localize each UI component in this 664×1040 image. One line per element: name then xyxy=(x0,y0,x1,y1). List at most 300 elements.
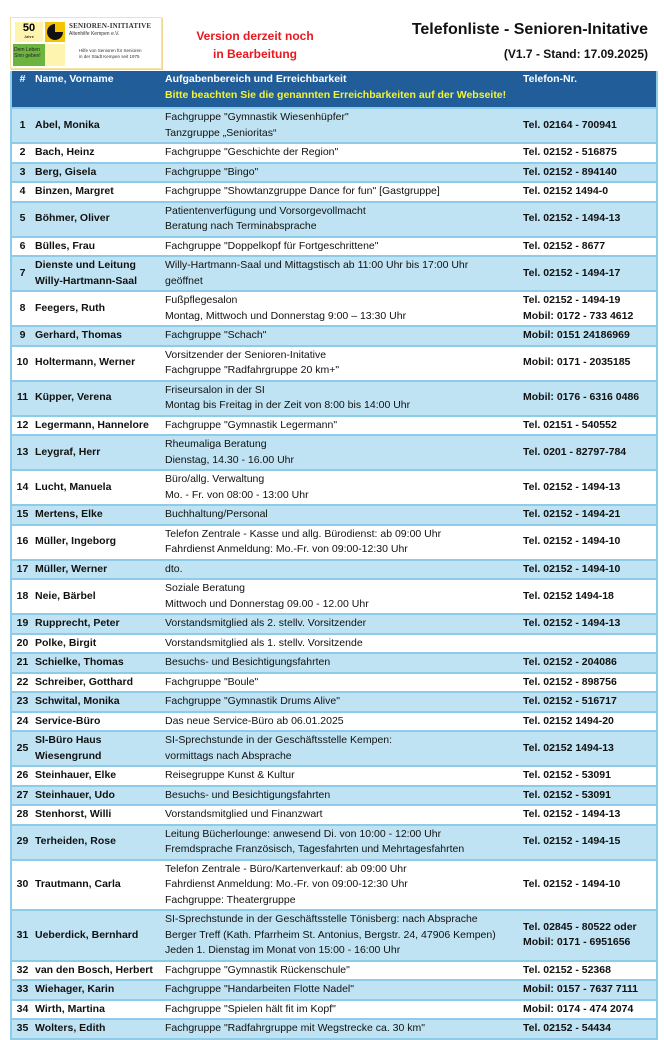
table-row xyxy=(11,766,657,786)
row-number: 31 xyxy=(11,910,33,961)
phone-number-line: Tel. 02845 - 80522 oder xyxy=(523,920,637,933)
contact-name-line: Neie, Bärbel xyxy=(35,589,96,602)
task-description xyxy=(163,505,521,525)
task-description-line: Fachgruppe "Gymnastik Wiesenhüpfer" xyxy=(165,111,349,123)
contact-name-line: Holtermann, Werner xyxy=(35,356,136,369)
task-description-line: Jeden 1. Dienstag im Monat von 15:00 - 16:00 Uhr xyxy=(165,944,401,956)
table-row xyxy=(11,237,657,257)
contact-name xyxy=(33,712,163,732)
task-description xyxy=(163,825,521,860)
contact-name-line: Schwital, Monika xyxy=(35,695,120,707)
row-number: 12 xyxy=(11,416,33,436)
task-description-line: Fremdsprache Französisch, Tagesfahrten und Mehrtagesfahrten xyxy=(165,843,465,855)
row-number: 7 xyxy=(11,256,33,291)
phone-number xyxy=(521,1019,657,1039)
contact-name xyxy=(33,560,163,580)
contact-name-line: SI-Büro Haus xyxy=(35,734,102,746)
contact-name-line: Feegers, Ruth xyxy=(35,301,106,314)
contact-name xyxy=(33,805,163,825)
phone-number xyxy=(521,505,657,525)
contact-name-line: Terheiden, Rose xyxy=(35,835,116,848)
task-description-line: Dienstag, 14.30 - 16.00 Uhr xyxy=(165,453,294,466)
table-row xyxy=(11,256,657,291)
table-row xyxy=(11,163,657,183)
phone-number xyxy=(521,910,657,961)
logo-name: SENIOREN-INITIATIVE xyxy=(69,22,152,30)
contact-name-line: Müller, Ingeborg xyxy=(35,535,117,548)
table-row xyxy=(11,291,657,326)
task-description xyxy=(163,470,521,505)
task-description-line: Mittwoch und Donnerstag 09.00 - 12.00 Uhr xyxy=(165,597,369,610)
task-description xyxy=(163,560,521,580)
table-row xyxy=(11,614,657,634)
phone-number-line: Tel. 02152 - 1494-19 xyxy=(523,294,621,306)
contact-name-line: Abel, Monika xyxy=(35,118,100,131)
header-phone: Telefon-Nr. xyxy=(521,71,657,89)
task-description-line: Fachgruppe "Handarbeiten Flotte Nadel" xyxy=(165,983,354,995)
task-description xyxy=(163,346,521,381)
task-description-line: dto. xyxy=(165,562,183,575)
row-number: 28 xyxy=(11,805,33,825)
row-number: 22 xyxy=(11,673,33,693)
row-number: 20 xyxy=(11,634,33,654)
task-description xyxy=(163,182,521,202)
contact-name xyxy=(33,256,163,291)
contact-name xyxy=(33,634,163,654)
row-number: 6 xyxy=(11,237,33,257)
phone-number xyxy=(521,634,657,654)
contact-name-line: Binzen, Margret xyxy=(35,185,114,197)
contact-name xyxy=(33,731,163,766)
contact-name-line: Wiesengrund xyxy=(35,749,102,762)
task-description xyxy=(163,712,521,732)
row-number: 21 xyxy=(11,653,33,673)
task-description-line: geöffnet xyxy=(165,274,203,287)
phone-number xyxy=(521,163,657,183)
task-description-line: Fachgruppe "Doppelkopf für Fortgeschrittene" xyxy=(165,239,379,252)
row-number: 27 xyxy=(11,786,33,806)
phone-number xyxy=(521,435,657,470)
task-description xyxy=(163,381,521,416)
task-description-line: Fachgruppe "Radfahrgruppe mit Wegstrecke ca. 30 km" xyxy=(165,1022,425,1034)
task-description-line: Willy-Hartmann-Saal und Mittagstisch ab 11:00 Uhr bis 17:00 Uhr xyxy=(165,259,469,271)
phone-number-line: Tel. 02152 - 52368 xyxy=(523,963,611,976)
contact-name xyxy=(33,416,163,436)
phone-number-line: Tel. 02152 - 516717 xyxy=(523,695,617,707)
task-description xyxy=(163,910,521,961)
phone-number xyxy=(521,825,657,860)
logo-50-years: 50 Jahre xyxy=(15,22,43,42)
row-number: 24 xyxy=(11,712,33,732)
contact-name-line: Service-Büro xyxy=(35,714,101,727)
phone-number-line: Mobil: 0174 - 474 2074 xyxy=(523,1002,634,1015)
task-description-line: Fachgruppe: Theatergruppe xyxy=(165,893,296,906)
phone-number xyxy=(521,108,657,143)
phone-number-line: Mobil: 0151 24186969 xyxy=(523,329,630,341)
row-number: 15 xyxy=(11,505,33,525)
header-task: Aufgabenbereich und Erreichbarkeit xyxy=(163,71,521,89)
contact-name xyxy=(33,673,163,693)
contact-name-line: Mertens, Elke xyxy=(35,508,103,520)
phone-number xyxy=(521,692,657,712)
task-description-line: Fachgruppe "Gymnastik Legermann" xyxy=(165,418,338,431)
contact-name xyxy=(33,825,163,860)
task-description-line: Reisegruppe Kunst & Kultur xyxy=(165,769,295,781)
task-description xyxy=(163,692,521,712)
row-number: 1 xyxy=(11,108,33,143)
task-description-line: Montag bis Freitag in der Zeit von 8:00 bis 14:00 Uhr xyxy=(165,399,411,411)
table-row xyxy=(11,712,657,732)
task-description-line: Vorstandsmitglied als 1. stellv. Vorsitzende xyxy=(165,636,363,649)
phone-number-line: Tel. 02152 - 1494-10 xyxy=(523,878,621,890)
contact-name xyxy=(33,182,163,202)
row-number: 18 xyxy=(11,579,33,614)
task-description xyxy=(163,1019,521,1039)
task-description-line: Das neue Service-Büro ab 06.01.2025 xyxy=(165,714,344,727)
contact-name-line: Küpper, Verena xyxy=(35,391,112,404)
table-row xyxy=(11,731,657,766)
phone-number xyxy=(521,731,657,766)
phone-number xyxy=(521,202,657,237)
contact-name xyxy=(33,1000,163,1020)
row-number: 2 xyxy=(11,143,33,163)
table-row xyxy=(11,910,657,961)
row-number: 14 xyxy=(11,470,33,505)
task-description xyxy=(163,673,521,693)
table-row xyxy=(11,825,657,860)
task-description-line: Fachgruppe "Geschichte der Region" xyxy=(165,146,339,158)
phone-number xyxy=(521,256,657,291)
task-description-line: Büro/allg. Verwaltung xyxy=(165,473,265,485)
contact-name xyxy=(33,346,163,381)
contact-name-line: Bülles, Frau xyxy=(35,239,96,252)
table-row xyxy=(11,653,657,673)
phone-list-table xyxy=(10,71,658,1040)
table-header-row xyxy=(11,71,657,89)
contact-name-line: Wirth, Martina xyxy=(35,1002,105,1015)
task-description xyxy=(163,416,521,436)
contact-name xyxy=(33,505,163,525)
contact-name xyxy=(33,381,163,416)
phone-number xyxy=(521,143,657,163)
phone-number-line: Tel. 02152 - 516875 xyxy=(523,146,617,158)
phone-number-line: Tel. 02152 - 54434 xyxy=(523,1022,611,1034)
task-description-line: Vorstandsmitglied als 2. stellv. Vorsitzender xyxy=(165,617,367,629)
contact-name xyxy=(33,579,163,614)
task-description xyxy=(163,108,521,143)
phone-number-line: Tel. 02152 1494-18 xyxy=(523,589,614,602)
task-description-line: Fußpflegesalon xyxy=(165,294,238,306)
task-description xyxy=(163,435,521,470)
table-row xyxy=(11,346,657,381)
task-description-line: Fahrdienst Anmeldung: Mo.-Fr. von 09:00-12:30 Uhr xyxy=(165,543,408,555)
row-number: 8 xyxy=(11,291,33,326)
phone-number xyxy=(521,786,657,806)
row-number: 11 xyxy=(11,381,33,416)
phone-number-line: Tel. 02152 - 1494-13 xyxy=(523,480,621,493)
page-subtitle: (V1.7 - Stand: 17.09.2025) xyxy=(503,47,648,61)
phone-number-line: Tel. 02152 1494-13 xyxy=(523,741,614,754)
task-description-line: vormittags nach Absprache xyxy=(165,749,292,762)
phone-number xyxy=(521,653,657,673)
table-row xyxy=(11,980,657,1000)
contact-name-line: Leygraf, Herr xyxy=(35,445,101,458)
contact-name-line: Böhmer, Oliver xyxy=(35,212,110,225)
table-row xyxy=(11,416,657,436)
task-description-line: SI-Sprechstunde in der Geschäftsstelle Kempen: xyxy=(165,734,393,746)
table-row xyxy=(11,579,657,614)
task-description-line: Vorsitzender der Senioren-Initative xyxy=(165,348,327,361)
task-description-line: Fachgruppe "Spielen hält fit im Kopf" xyxy=(165,1002,336,1015)
task-description xyxy=(163,786,521,806)
task-description xyxy=(163,805,521,825)
phone-number-line: Tel. 02152 - 53091 xyxy=(523,769,611,781)
phone-number-line: Tel. 02152 - 1494-17 xyxy=(523,266,621,279)
table-row xyxy=(11,143,657,163)
task-description-line: Telefon Zentrale - Büro/Kartenverkauf: ab 09:00 Uhr xyxy=(165,862,407,875)
contact-name-line: Wolters, Edith xyxy=(35,1022,106,1034)
phone-number-line: Mobil: 0176 - 6316 0486 xyxy=(523,391,640,404)
task-description-line: Soziale Beratung xyxy=(165,582,245,594)
task-description xyxy=(163,961,521,981)
task-description-line: Tanzgruppe „Senioritas“ xyxy=(165,126,277,139)
header-name: Name, Vorname xyxy=(33,71,163,89)
task-description-line: Besuchs- und Besichtigungsfahrten xyxy=(165,788,331,801)
row-number: 23 xyxy=(11,692,33,712)
contact-name xyxy=(33,786,163,806)
phone-number-line: Mobil: 0157 - 7637 7111 xyxy=(523,983,638,995)
phone-number xyxy=(521,961,657,981)
phone-number xyxy=(521,766,657,786)
phone-number xyxy=(521,712,657,732)
row-number: 3 xyxy=(11,163,33,183)
row-number: 16 xyxy=(11,525,33,560)
task-description-line: Fachgruppe "Radfahrgruppe 20 km+" xyxy=(165,364,340,376)
task-description-line: Fachgruppe "Gymnastik Drums Alive" xyxy=(165,695,340,707)
contact-name xyxy=(33,326,163,346)
task-description-line: Fachgruppe "Boule" xyxy=(165,675,259,688)
task-description-line: Leitung Bücherlounge: anwesend Di. von 10:00 - 12:00 Uhr xyxy=(165,827,442,840)
contact-name-line: Polke, Birgit xyxy=(35,636,97,649)
task-description xyxy=(163,143,521,163)
phone-number-line: Tel. 02152 - 1494-10 xyxy=(523,535,621,548)
phone-number xyxy=(521,291,657,326)
contact-name-line: Schielke, Thomas xyxy=(35,656,124,668)
phone-number xyxy=(521,579,657,614)
phone-number-line: Tel. 02152 - 204086 xyxy=(523,656,617,668)
phone-number xyxy=(521,470,657,505)
phone-number xyxy=(521,860,657,911)
logo-subtitle: Altenhilfe Kempen e.V. xyxy=(69,31,120,37)
row-number: 32 xyxy=(11,961,33,981)
phone-number xyxy=(521,525,657,560)
contact-name-line: Willy-Hartmann-Saal xyxy=(35,274,138,287)
contact-name xyxy=(33,766,163,786)
phone-number xyxy=(521,805,657,825)
task-description-line: Fachgruppe "Bingo" xyxy=(165,165,259,178)
task-description-line: Friseursalon in der SI xyxy=(165,383,265,396)
task-description-line: Rheumaliga Beratung xyxy=(165,438,267,450)
contact-name xyxy=(33,980,163,1000)
table-row xyxy=(11,692,657,712)
row-number: 30 xyxy=(11,860,33,911)
contact-name xyxy=(33,202,163,237)
contact-name-line: Schreiber, Gotthard xyxy=(35,675,134,688)
phone-number-line: Tel. 02152 - 53091 xyxy=(523,788,611,801)
phone-number xyxy=(521,346,657,381)
table-row xyxy=(11,860,657,911)
logo-pie-icon xyxy=(45,22,65,42)
contact-name-line: Rupprecht, Peter xyxy=(35,617,120,629)
contact-name xyxy=(33,435,163,470)
table-row xyxy=(11,961,657,981)
task-description xyxy=(163,634,521,654)
table-row xyxy=(11,202,657,237)
contact-name xyxy=(33,614,163,634)
contact-name-line: Müller, Werner xyxy=(35,562,108,575)
contact-name-line: Wiehager, Karin xyxy=(35,983,115,995)
phone-number xyxy=(521,614,657,634)
row-number: 25 xyxy=(11,731,33,766)
page-title: Telefonliste - Senioren-Initative xyxy=(411,21,648,38)
phone-number-line: Tel. 02152 - 894140 xyxy=(523,165,617,178)
contact-name-line: Trautmann, Carla xyxy=(35,878,121,890)
table-row xyxy=(11,435,657,470)
table-row xyxy=(11,786,657,806)
task-description-line: Berger Treff (Kath. Pfarrheim St. Antonius, Bergstr. 24, 47906 Kempen) xyxy=(165,928,496,941)
phone-number xyxy=(521,326,657,346)
contact-name xyxy=(33,653,163,673)
task-description xyxy=(163,256,521,291)
contact-name-line: Steinhauer, Udo xyxy=(35,788,115,801)
contact-name xyxy=(33,961,163,981)
contact-name-line: Steinhauer, Elke xyxy=(35,769,117,781)
task-description-line: Fahrdienst Anmeldung: Mo.-Fr. von 09:00-12:30 Uhr xyxy=(165,878,408,890)
logo-yellow-block xyxy=(45,44,65,66)
task-description-line: Fachgruppe "Schach" xyxy=(165,329,267,341)
table-row xyxy=(11,805,657,825)
table-note-row xyxy=(11,89,657,108)
table-row xyxy=(11,381,657,416)
phone-number-line: Tel. 02152 - 1494-10 xyxy=(523,562,621,575)
row-number: 10 xyxy=(11,346,33,381)
phone-number xyxy=(521,560,657,580)
contact-name-line: Ueberdick, Bernhard xyxy=(35,928,139,941)
phone-number-line: Tel. 02152 1494-0 xyxy=(523,185,609,197)
contact-name xyxy=(33,525,163,560)
contact-name xyxy=(33,143,163,163)
contact-name xyxy=(33,237,163,257)
table-row xyxy=(11,1000,657,1020)
row-number: 29 xyxy=(11,825,33,860)
table-row xyxy=(11,560,657,580)
row-number: 35 xyxy=(11,1019,33,1039)
contact-name xyxy=(33,470,163,505)
row-number: 4 xyxy=(11,182,33,202)
task-description-line: Telefon Zentrale - Kasse und allg. Bürodienst: ab 09:00 Uhr xyxy=(165,527,442,540)
version-note: Version derzeit noch in Bearbeitung xyxy=(196,29,314,61)
contact-name xyxy=(33,692,163,712)
task-description-line: Patientenverfügung und Vorsorgevollmacht xyxy=(165,204,366,217)
row-number: 33 xyxy=(11,980,33,1000)
phone-number-line: Mobil: 0171 - 6951656 xyxy=(523,936,631,949)
table-row xyxy=(11,182,657,202)
phone-number-line: Tel. 0201 - 82797-784 xyxy=(523,445,627,458)
task-description-line: Beratung nach Terminabsprache xyxy=(165,220,317,232)
row-number: 13 xyxy=(11,435,33,470)
task-description xyxy=(163,731,521,766)
contact-name-line: Dienste und Leitung xyxy=(35,259,136,271)
task-description xyxy=(163,860,521,911)
phone-number-line: Mobil: 0172 - 733 4612 xyxy=(523,309,634,322)
table-row xyxy=(11,470,657,505)
contact-name-line: Berg, Gisela xyxy=(35,165,97,178)
phone-number xyxy=(521,416,657,436)
contact-name xyxy=(33,860,163,911)
table-row xyxy=(11,634,657,654)
row-number: 34 xyxy=(11,1000,33,1020)
task-description xyxy=(163,653,521,673)
phone-number-line: Tel. 02152 - 898756 xyxy=(523,675,617,688)
contact-name-line: Stenhorst, Willi xyxy=(35,808,112,820)
phone-number xyxy=(521,182,657,202)
task-description xyxy=(163,163,521,183)
logo xyxy=(10,17,162,69)
row-number: 5 xyxy=(11,202,33,237)
task-description xyxy=(163,326,521,346)
logo-description: Hilfe von Senioren für Senioren in der Stadt Kempen seit 1975 xyxy=(79,48,142,59)
task-description xyxy=(163,1000,521,1020)
contact-name xyxy=(33,291,163,326)
row-number: 26 xyxy=(11,766,33,786)
task-description xyxy=(163,525,521,560)
phone-number-line: Tel. 02152 1494-20 xyxy=(523,714,614,727)
website-note: Bitte beachten Sie die genannten Erreichbarkeiten auf der Webseite! xyxy=(163,89,657,108)
phone-number-line: Tel. 02152 - 1494-21 xyxy=(523,508,621,520)
task-description-line: Fachgruppe "Gymnastik Rückenschule" xyxy=(165,963,350,976)
phone-number-line: Tel. 02152 - 1494-15 xyxy=(523,835,621,848)
task-description-line: Mo. - Fr. von 08:00 - 13:00 Uhr xyxy=(165,488,309,501)
phone-number-line: Mobil: 0171 - 2035185 xyxy=(523,356,631,369)
task-description-line: SI-Sprechstunde in der Geschäftsstelle Tönisberg: nach Absprache xyxy=(165,913,478,925)
table-row xyxy=(11,525,657,560)
task-description xyxy=(163,766,521,786)
row-number: 9 xyxy=(11,326,33,346)
row-number: 17 xyxy=(11,560,33,580)
task-description xyxy=(163,579,521,614)
phone-number xyxy=(521,237,657,257)
contact-name-line: Lucht, Manuela xyxy=(35,480,112,493)
phone-number-line: Tel. 02152 - 1494-13 xyxy=(523,212,621,225)
task-description-line: Buchhaltung/Personal xyxy=(165,508,268,520)
contact-name xyxy=(33,910,163,961)
table-row xyxy=(11,505,657,525)
contact-name-line: Bach, Heinz xyxy=(35,146,95,158)
task-description-line: Fachgruppe "Showtanzgruppe Dance for fun" [Gastgruppe] xyxy=(165,185,440,197)
phone-number-line: Tel. 02164 - 700941 xyxy=(523,118,617,131)
task-description xyxy=(163,202,521,237)
task-description-line: Besuchs- und Besichtigungsfahrten xyxy=(165,656,331,668)
logo-slogan: Dem Leben Sinn geben! xyxy=(13,44,45,66)
phone-number xyxy=(521,673,657,693)
table-row xyxy=(11,1019,657,1039)
contact-name xyxy=(33,108,163,143)
contact-name xyxy=(33,1019,163,1039)
task-description xyxy=(163,614,521,634)
table-row xyxy=(11,108,657,143)
phone-number xyxy=(521,980,657,1000)
row-number: 19 xyxy=(11,614,33,634)
